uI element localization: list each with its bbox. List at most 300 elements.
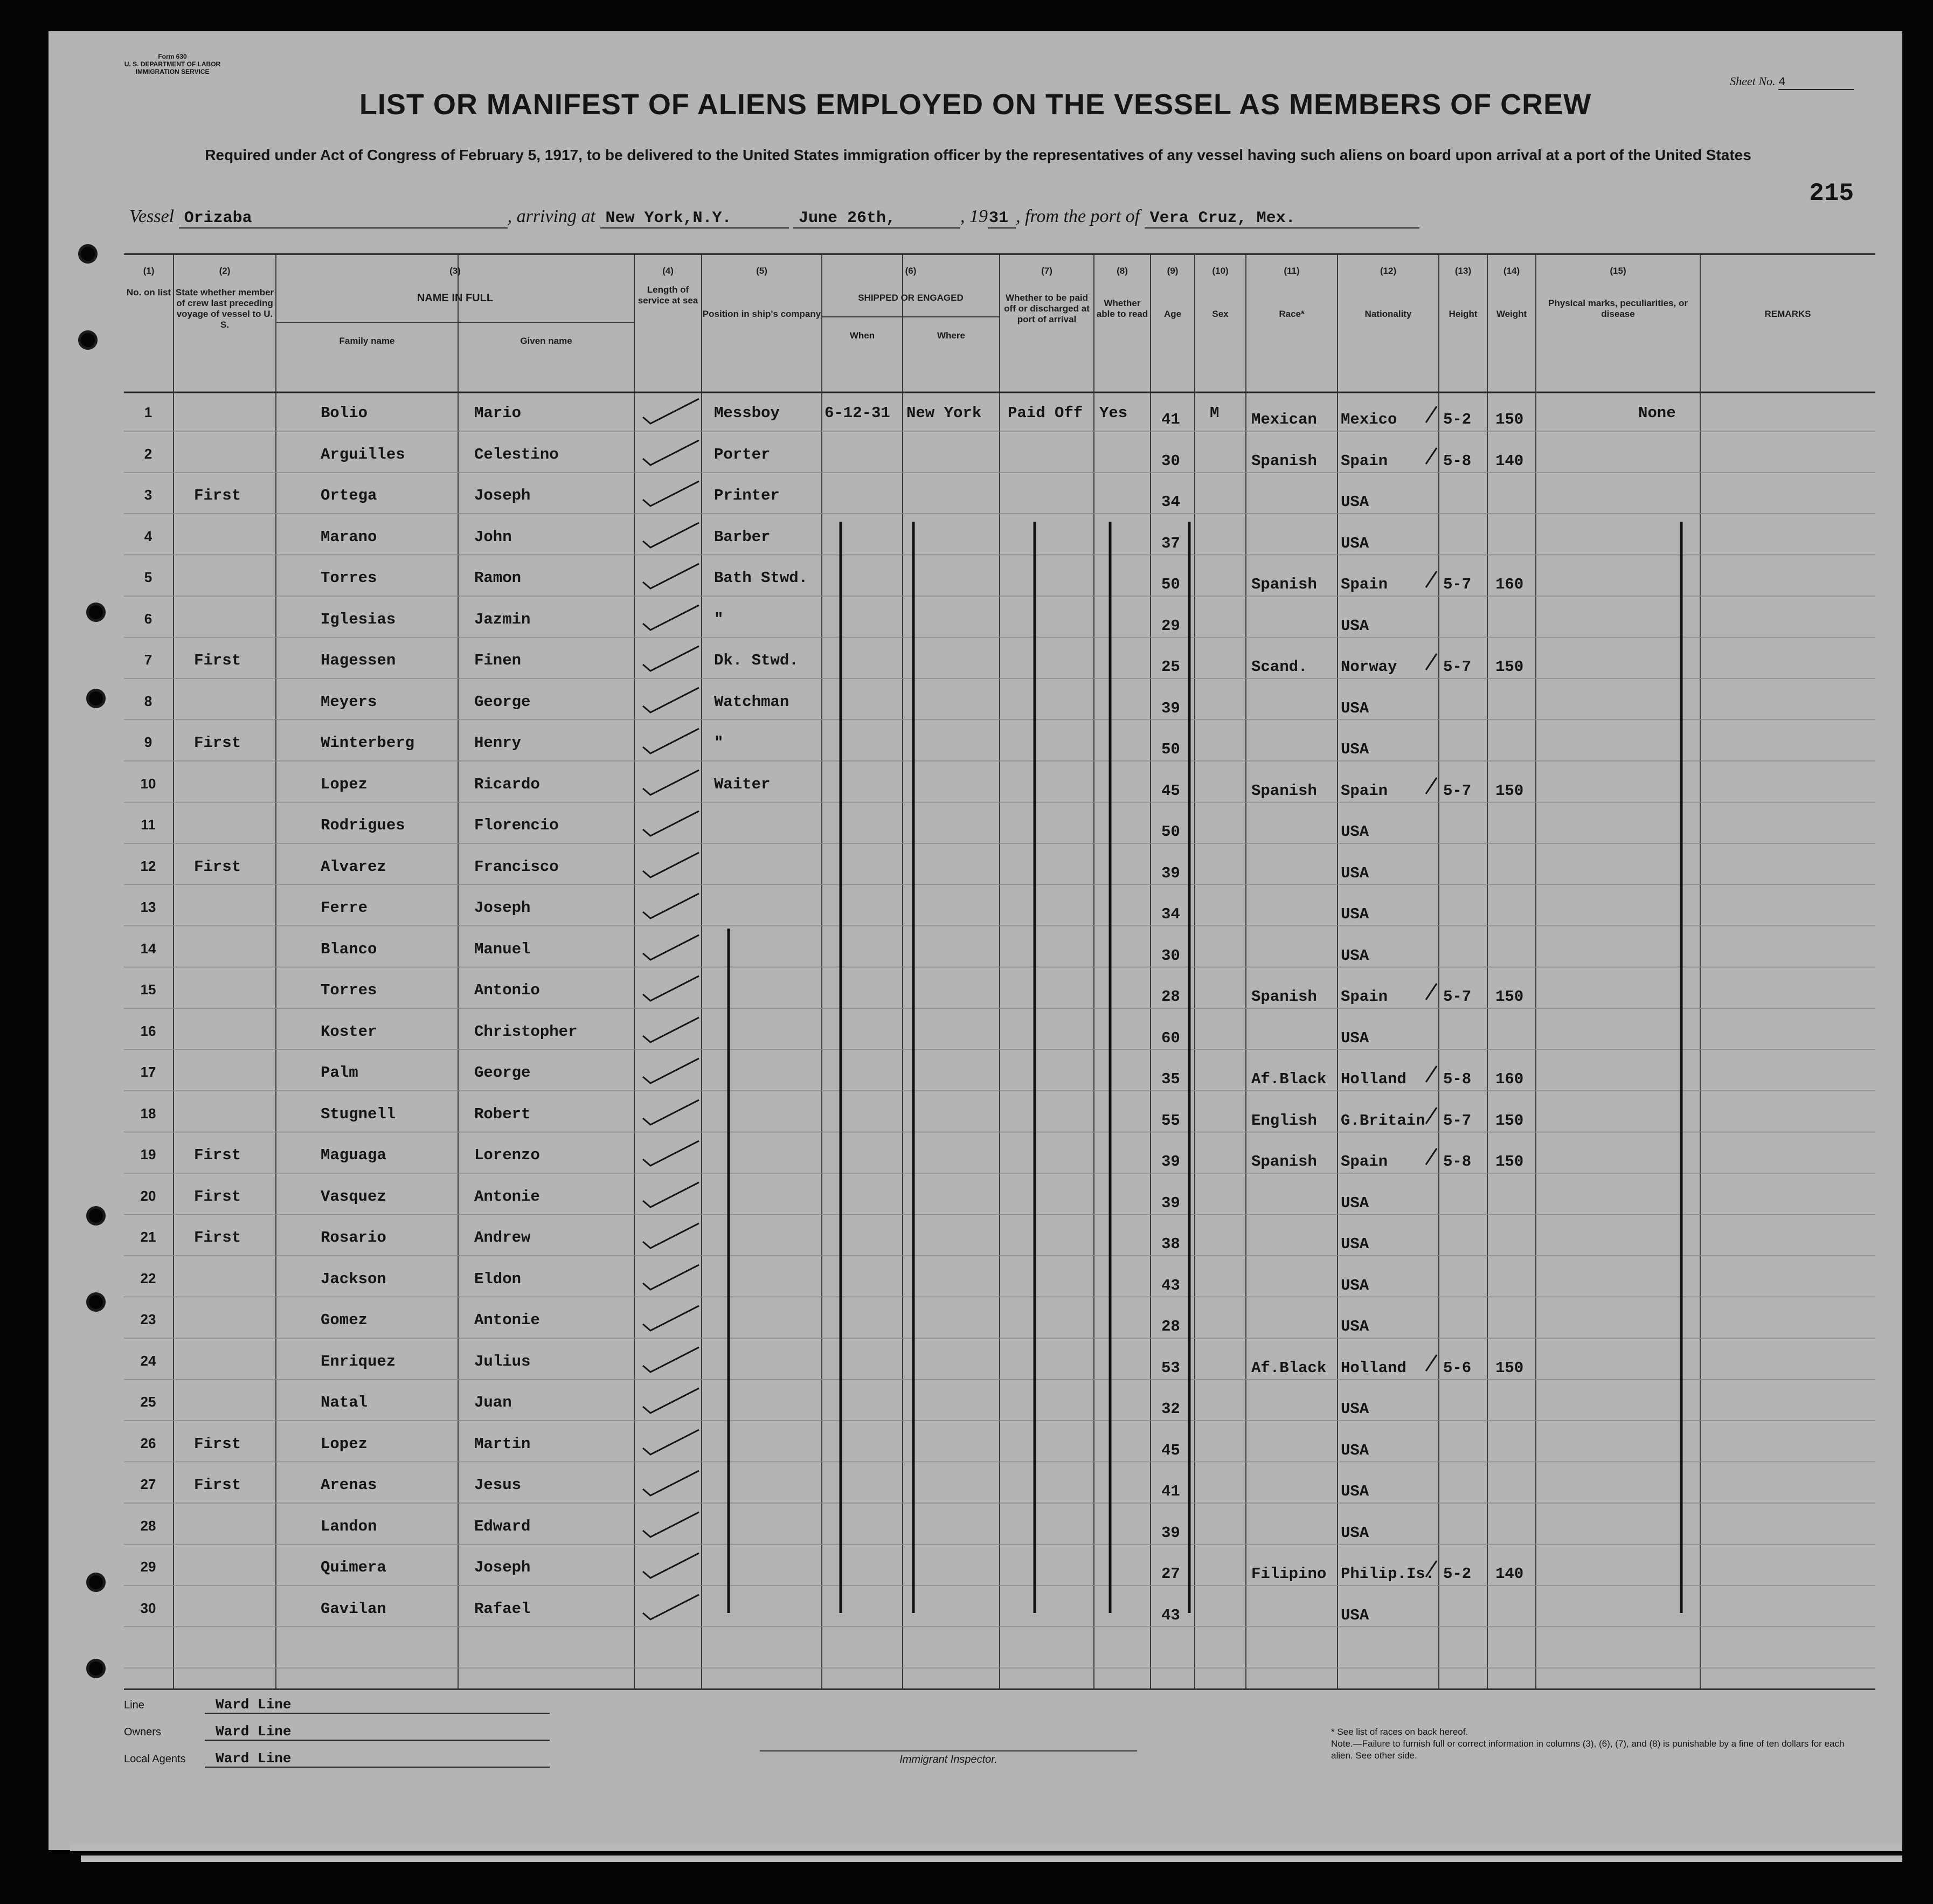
family-name: Lopez: [321, 1435, 368, 1453]
row-number: 13: [140, 899, 156, 915]
col9-number: (9): [1167, 266, 1179, 276]
physical-marks: None: [1638, 404, 1676, 422]
given-name: Manuel: [474, 940, 531, 958]
age: 43: [1161, 1276, 1180, 1294]
check-mark: [639, 477, 703, 509]
age: 34: [1161, 493, 1180, 511]
given-name: Christopher: [474, 1022, 578, 1041]
row-number: 10: [140, 775, 156, 792]
position: Messboy: [714, 404, 780, 422]
family-name: Torres: [321, 569, 377, 587]
nationality: USA: [1341, 1441, 1369, 1459]
age: 50: [1161, 823, 1180, 841]
inspector-signature-line: Immigrant Inspector.: [760, 1750, 1137, 1766]
col13-number: (13): [1454, 266, 1472, 276]
row-number: 23: [140, 1311, 156, 1327]
given-name: Jesus: [474, 1476, 522, 1494]
col2-header: State whether member of crew last preceding voyage of vessel to U. S.: [175, 287, 274, 330]
row-number: 16: [140, 1022, 156, 1039]
given-name: Robert: [474, 1105, 531, 1123]
row-number: 3: [144, 487, 153, 503]
family-name: Torres: [321, 981, 377, 999]
nationality-tick: [1424, 1559, 1440, 1580]
nationality: USA: [1341, 1235, 1369, 1253]
position: Bath Stwd.: [714, 569, 808, 587]
col2-number: (2): [219, 266, 231, 276]
weight: 140: [1495, 1565, 1524, 1583]
age: 50: [1161, 740, 1180, 758]
able-to-read: Yes: [1099, 404, 1128, 422]
from-label: , from the port of: [1016, 206, 1140, 226]
races-note: * See list of races on back hereof.: [1331, 1727, 1468, 1737]
page-edge: [70, 1845, 1902, 1851]
previous-voyage: First: [194, 1187, 241, 1206]
col8-number: (8): [1117, 266, 1128, 276]
family-name: Gomez: [321, 1311, 368, 1329]
check-mark: [639, 1261, 703, 1293]
position: ": [714, 734, 724, 752]
given-name: Andrew: [474, 1229, 531, 1247]
col13-header: Height: [1449, 309, 1478, 319]
age: 39: [1161, 1194, 1180, 1212]
row-number: 14: [140, 940, 156, 957]
check-mark: [639, 889, 703, 922]
check-mark: [639, 766, 703, 798]
table-row: [124, 693, 1875, 734]
row-number: 19: [140, 1146, 156, 1162]
family-name: Natal: [321, 1394, 368, 1411]
family-name: Alvarez: [321, 857, 386, 876]
nationality: USA: [1341, 534, 1369, 552]
family-name: Iglesias: [321, 610, 396, 628]
row-number: 29: [140, 1559, 156, 1575]
table-row: [124, 1311, 1875, 1352]
given-name: Lorenzo: [474, 1146, 540, 1164]
agents-value: Ward Line: [205, 1750, 550, 1768]
family-name: Bolio: [321, 404, 368, 422]
age: 37: [1161, 534, 1180, 552]
given-name: Eldon: [474, 1270, 522, 1288]
col3-number: (3): [449, 266, 461, 276]
nationality-tick: [1424, 404, 1440, 426]
family-name: Ferre: [321, 899, 368, 917]
race: English: [1251, 1111, 1317, 1130]
race: Spanish: [1251, 988, 1317, 1006]
table-row: [124, 1559, 1875, 1600]
given-name: Mario: [474, 404, 522, 422]
given-name: Antonio: [474, 981, 540, 999]
vessel-name: Orizaba: [179, 209, 508, 229]
table-row: [124, 1146, 1875, 1187]
nationality-tick: [1424, 569, 1440, 591]
col8-header: Whether able to read: [1096, 298, 1148, 319]
age: 39: [1161, 1153, 1180, 1171]
check-mark: [639, 559, 703, 592]
check-mark: [639, 1301, 703, 1334]
family-name-header: Family name: [339, 336, 395, 346]
given-name: Julius: [474, 1352, 531, 1370]
where-header: Where: [937, 330, 965, 341]
nationality-tick: [1424, 1064, 1440, 1085]
row-number: 27: [140, 1476, 156, 1492]
table-row: [124, 816, 1875, 857]
age: 43: [1161, 1606, 1180, 1624]
departure-port: Vera Cruz, Mex.: [1145, 209, 1419, 229]
family-name: Winterberg: [321, 734, 415, 752]
line-row: [124, 1697, 550, 1714]
nationality: Spain: [1341, 576, 1388, 593]
given-name: Ricardo: [474, 775, 540, 793]
binding-hole: [86, 1292, 106, 1312]
race: Spanish: [1251, 452, 1317, 470]
height: 5-7: [1443, 781, 1472, 800]
col1-number: (1): [143, 266, 155, 276]
col1-header: No. on list: [126, 287, 171, 297]
given-name: Joseph: [474, 899, 531, 917]
check-mark: [639, 931, 703, 963]
col4-number: (4): [662, 266, 674, 276]
binding-hole: [78, 244, 98, 264]
given-name: John: [474, 528, 512, 546]
age: 38: [1161, 1235, 1180, 1253]
table-row: [124, 1188, 1875, 1229]
given-name: Edward: [474, 1517, 531, 1535]
race: Spanish: [1251, 781, 1317, 800]
given-name: Joseph: [474, 1559, 531, 1576]
vessel-label: Vessel: [129, 206, 175, 226]
arrival-date: June 26th,: [793, 209, 960, 229]
nationality: Spain: [1341, 1153, 1388, 1171]
height: 5-6: [1443, 1359, 1472, 1377]
col15-header: Physical marks, peculiarities, or disease: [1548, 298, 1688, 319]
nationality: USA: [1341, 1029, 1369, 1047]
table-row: [124, 1064, 1875, 1105]
table-row: [124, 404, 1875, 445]
age: 39: [1161, 699, 1180, 717]
row-number: 21: [140, 1229, 156, 1245]
table-row: [124, 776, 1875, 816]
weight: 160: [1495, 576, 1524, 593]
owners-row: [124, 1723, 550, 1741]
given-name: Ramon: [474, 569, 522, 587]
race: Spanish: [1251, 576, 1317, 593]
age: 45: [1161, 1441, 1180, 1459]
row-number: 15: [140, 981, 156, 998]
position: Waiter: [714, 775, 771, 793]
family-name: Hagessen: [321, 652, 396, 669]
table-row: [124, 940, 1875, 981]
col12-number: (12): [1380, 266, 1397, 276]
given-name: Juan: [474, 1394, 512, 1411]
when-header: When: [849, 330, 875, 341]
nationality-tick: [1424, 1146, 1440, 1168]
row-number: 25: [140, 1394, 156, 1410]
check-mark: [639, 1137, 703, 1169]
check-mark: [639, 1343, 703, 1375]
nationality: G.Britain: [1341, 1111, 1425, 1130]
family-name: Ortega: [321, 487, 377, 504]
nationality: USA: [1341, 493, 1369, 511]
nationality: USA: [1341, 1318, 1369, 1335]
table-row: [124, 858, 1875, 899]
nationality: USA: [1341, 617, 1369, 635]
age: 39: [1161, 864, 1180, 882]
check-mark: [639, 724, 703, 757]
binding-hole: [86, 1659, 106, 1678]
age: 30: [1161, 452, 1180, 470]
family-name: Maguaga: [321, 1146, 386, 1164]
row-number: 20: [140, 1187, 156, 1204]
page-title: LIST OR MANIFEST OF ALIENS EMPLOYED ON THE VESSEL AS MEMBERS OF CREW: [359, 88, 1592, 121]
position: Barber: [714, 528, 771, 546]
check-mark: [639, 1508, 703, 1540]
age: 28: [1161, 1318, 1180, 1335]
age: 45: [1161, 781, 1180, 800]
crew-table: [124, 253, 1875, 1690]
check-mark: [639, 1013, 703, 1046]
page-edge: [81, 1855, 1902, 1862]
height: 5-2: [1443, 1565, 1472, 1583]
row-number: 22: [140, 1270, 156, 1286]
col11-number: (11): [1284, 266, 1300, 276]
nationality-tick: [1424, 652, 1440, 673]
check-mark: [639, 807, 703, 839]
row-number: 2: [144, 445, 153, 462]
nationality: USA: [1341, 1483, 1369, 1500]
col7-number: (7): [1041, 266, 1052, 276]
col3-header: NAME IN FULL: [417, 292, 494, 304]
col6-header: SHIPPED OR ENGAGED: [858, 293, 964, 303]
age: 53: [1161, 1359, 1180, 1377]
col4-header: Length of service at sea: [638, 285, 698, 306]
weight: 150: [1495, 1111, 1524, 1130]
table-row: [124, 446, 1875, 487]
check-mark: [639, 683, 703, 716]
binding-hole: [86, 603, 106, 622]
nationality: USA: [1341, 864, 1369, 882]
height: 5-8: [1443, 452, 1472, 470]
family-name: Enriquez: [321, 1352, 396, 1370]
family-name: Rosario: [321, 1229, 386, 1247]
previous-voyage: First: [194, 1229, 241, 1247]
sheet-label: Sheet No.: [1730, 74, 1776, 88]
position: ": [714, 610, 724, 628]
check-mark: [639, 1096, 703, 1128]
weight: 150: [1495, 988, 1524, 1006]
previous-voyage: First: [194, 857, 241, 876]
owners-value: Ward Line: [205, 1723, 550, 1741]
race: Spanish: [1251, 1153, 1317, 1171]
col15-number: (15): [1610, 266, 1626, 276]
previous-voyage: First: [194, 652, 241, 669]
family-name: Lopez: [321, 775, 368, 793]
age: 41: [1161, 1483, 1180, 1500]
row-number: 12: [140, 857, 156, 874]
table-row: [124, 1518, 1875, 1559]
sheet-value: 4: [1778, 75, 1854, 90]
given-name: Jazmin: [474, 610, 531, 628]
paid-off: Paid Off: [1008, 404, 1083, 422]
given-name: George: [474, 693, 531, 711]
weight: 150: [1495, 781, 1524, 800]
nationality-tick: [1424, 776, 1440, 797]
nationality: Spain: [1341, 781, 1388, 800]
race: Af.Black: [1251, 1359, 1327, 1377]
form-number: Form 630: [158, 53, 187, 60]
check-mark: [639, 518, 703, 551]
row-number: 6: [144, 610, 153, 627]
given-name: Antonie: [474, 1311, 540, 1329]
owners-label: Owners: [124, 1726, 161, 1738]
age: 41: [1161, 411, 1180, 428]
given-name: Finen: [474, 652, 522, 669]
family-name: Jackson: [321, 1270, 386, 1288]
nationality: USA: [1341, 946, 1369, 965]
age: 50: [1161, 576, 1180, 593]
given-name: Martin: [474, 1435, 531, 1453]
page-number: 215: [1809, 179, 1854, 207]
binding-hole: [86, 1573, 106, 1592]
table-row: [124, 734, 1875, 775]
weight: 150: [1495, 658, 1524, 676]
age: 25: [1161, 658, 1180, 676]
col9-header: Age: [1163, 309, 1182, 319]
table-row: [124, 569, 1875, 610]
position: Dk. Stwd.: [714, 652, 799, 669]
arriving-label: , arriving at: [507, 206, 595, 226]
given-name: Henry: [474, 734, 522, 752]
given-name: George: [474, 1064, 531, 1082]
nationality-tick: [1424, 1353, 1440, 1374]
family-name: Stugnell: [321, 1105, 396, 1123]
height: 5-7: [1443, 576, 1472, 593]
given-name-header: Given name: [520, 336, 572, 346]
height: 5-7: [1443, 1111, 1472, 1130]
col10-header: Sex: [1212, 309, 1229, 319]
age: 30: [1161, 946, 1180, 965]
nationality: Philip.Is.: [1341, 1565, 1435, 1583]
nationality: USA: [1341, 1276, 1369, 1294]
check-mark: [639, 1590, 703, 1623]
family-name: Meyers: [321, 693, 377, 711]
position: Watchman: [714, 693, 789, 711]
age: 60: [1161, 1029, 1180, 1047]
table-row: [124, 1105, 1875, 1146]
weight: 150: [1495, 411, 1524, 428]
check-mark: [639, 394, 703, 427]
previous-voyage: First: [194, 487, 241, 504]
family-name: Marano: [321, 528, 377, 546]
check-mark: [639, 601, 703, 633]
weight: 140: [1495, 452, 1524, 470]
nationality: USA: [1341, 740, 1369, 758]
nationality-tick: [1424, 446, 1440, 467]
page-subtitle: Required under Act of Congress of February 5, 1917, to be delivered to the United States immigration officer by the representatives of any vessel having such aliens on board upon arrival at a port of the United States: [205, 147, 1751, 163]
manifest-sheet: [49, 31, 1902, 1850]
given-name: Joseph: [474, 487, 531, 504]
col11-header: Race*: [1279, 309, 1305, 319]
age: 29: [1161, 617, 1180, 635]
row-number: 11: [141, 816, 156, 833]
voyage-line: [129, 206, 1881, 229]
nationality: Holland: [1341, 1070, 1407, 1088]
family-name: Arguilles: [321, 445, 405, 463]
family-name: Landon: [321, 1517, 377, 1535]
table-row: [124, 1476, 1875, 1517]
family-name: Vasquez: [321, 1187, 386, 1206]
check-mark: [639, 1384, 703, 1416]
age: 28: [1161, 988, 1180, 1006]
table-row: [124, 528, 1875, 569]
race: Filipino: [1251, 1565, 1327, 1583]
check-mark: [639, 1425, 703, 1458]
nationality-tick: [1424, 1105, 1440, 1127]
year-prefix: , 19: [960, 206, 988, 226]
check-mark: [639, 436, 703, 468]
age: 34: [1161, 905, 1180, 923]
check-mark: [639, 642, 703, 674]
nationality: Spain: [1341, 452, 1388, 470]
sex: M: [1210, 404, 1220, 422]
footnotes: [1331, 1726, 1865, 1762]
col14-header: Weight: [1496, 309, 1527, 319]
height: 5-7: [1443, 988, 1472, 1006]
nationality: Holland: [1341, 1359, 1407, 1377]
family-name: Palm: [321, 1064, 358, 1082]
table-row: [124, 611, 1875, 652]
nationality: USA: [1341, 699, 1369, 717]
family-name: Blanco: [321, 940, 377, 958]
race: Scand.: [1251, 658, 1308, 676]
row-number: 7: [144, 652, 153, 668]
previous-voyage: First: [194, 1435, 241, 1453]
row-number: 18: [140, 1105, 156, 1121]
line-value: Ward Line: [205, 1697, 550, 1714]
weight: 150: [1495, 1153, 1524, 1171]
table-row: [124, 1229, 1875, 1270]
table-row: [124, 1394, 1875, 1435]
table-row: [124, 1600, 1875, 1641]
row-number: 5: [144, 569, 153, 585]
position: Printer: [714, 487, 780, 504]
row-number: 26: [140, 1435, 156, 1451]
weight: 150: [1495, 1359, 1524, 1377]
col12-header: Nationality: [1364, 309, 1412, 319]
age: 32: [1161, 1400, 1180, 1418]
table-row: [124, 981, 1875, 1022]
given-name: Rafael: [474, 1600, 531, 1618]
check-mark: [639, 848, 703, 881]
nationality: Spain: [1341, 988, 1388, 1006]
row-number: 24: [140, 1352, 156, 1369]
height: 5-2: [1443, 411, 1472, 428]
age: 27: [1161, 1565, 1180, 1583]
family-name: Gavilan: [321, 1600, 386, 1618]
col14-number: (14): [1503, 266, 1520, 276]
race: Mexican: [1251, 411, 1317, 428]
check-mark: [639, 1549, 703, 1581]
nationality: USA: [1341, 1524, 1369, 1542]
remarks-header: REMARKS: [1764, 309, 1811, 319]
nationality: Norway: [1341, 658, 1397, 676]
check-mark: [639, 972, 703, 1004]
col5-number: (5): [756, 266, 767, 276]
age: 35: [1161, 1070, 1180, 1088]
service: IMMIGRATION SERVICE: [135, 68, 210, 75]
row-number: 17: [140, 1064, 156, 1080]
given-name: Antonie: [474, 1187, 540, 1206]
check-mark: [639, 1054, 703, 1086]
